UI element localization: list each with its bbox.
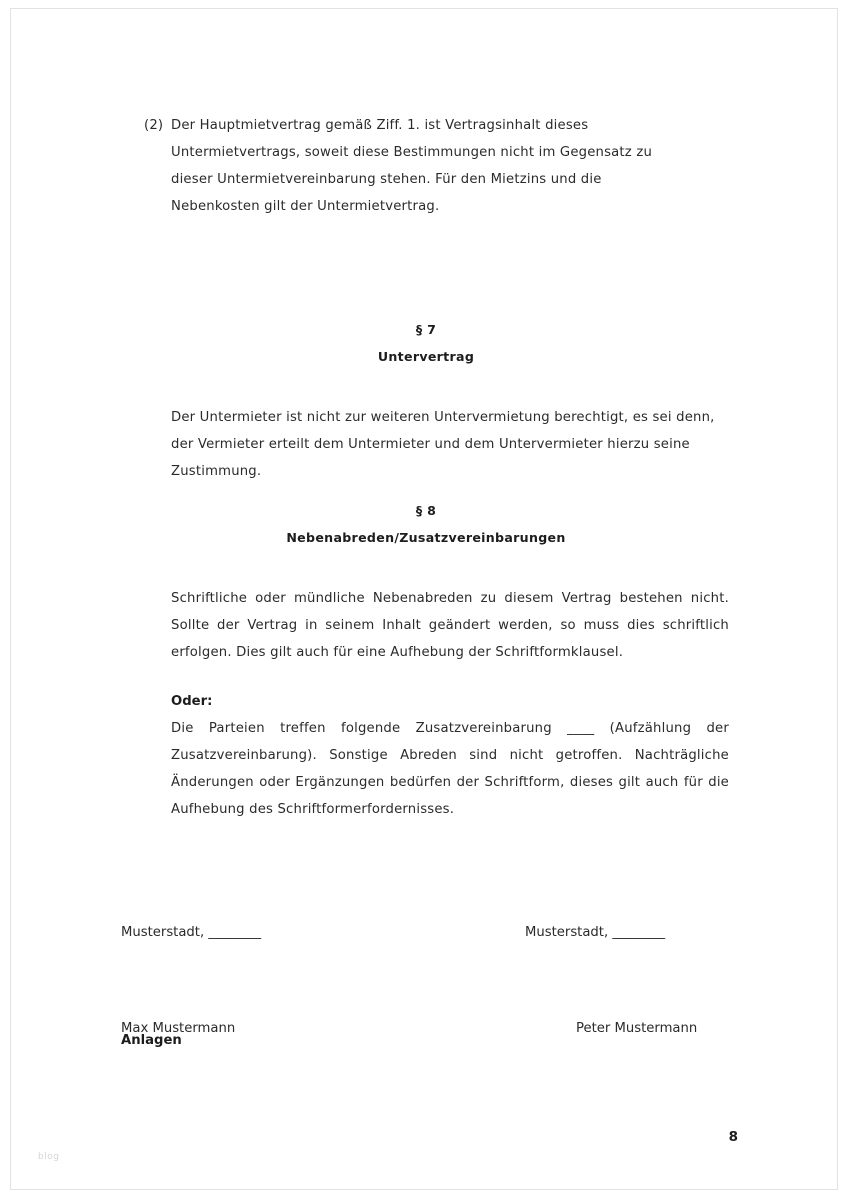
signer-name-right: Peter Mustermann [576, 1021, 698, 1036]
section-8-title: Nebenabreden/Zusatzvereinbarungen [286, 530, 566, 545]
watermark: blog [38, 1152, 60, 1162]
spacer [121, 220, 731, 316]
section-8-number: § 8 [415, 503, 437, 518]
place-date-left: Musterstadt, ________ [121, 925, 262, 940]
clause-2-text: Der Hauptmietvertrag gemäß Ziff. 1. ist Vertragsinhalt dieses Untermietvertrags, soweit diese Bestimmungen nicht im Gegensatz zu dieser Untermietvereinbarung stehen. Für den Mietzins und die Nebenkosten gilt der Untermietvertrag. [171, 118, 653, 214]
attachments-label: Anlagen [121, 1033, 182, 1048]
spacer [121, 666, 731, 688]
document-content [121, 112, 731, 1054]
section-7-title: Untervertrag [377, 349, 475, 364]
clause-2-paragraph [121, 112, 667, 220]
spacer [121, 823, 731, 919]
signer-name-left: Max Mustermann [121, 1021, 236, 1036]
spacer [121, 370, 731, 404]
section-7-number: § 7 [415, 322, 437, 337]
spacer [121, 551, 731, 585]
alternative-label: Oder: [171, 694, 213, 709]
spacer [121, 485, 731, 497]
place-date-right: Musterstadt, ________ [525, 925, 666, 940]
section-7-body: Der Untermieter ist nicht zur weiteren Untervermietung berechtigt, es sei denn, der Vermieter erteilt dem Untermieter und dem Untervermieter hierzu seine Zustimmung. [171, 410, 715, 479]
page-number: 8 [728, 1129, 738, 1145]
clause-2-number: (2) [144, 118, 164, 133]
section-8-body: Schriftliche oder mündliche Nebenabreden zu diesem Vertrag bestehen nicht. Sollte der Vertrag in seinem Inhalt geändert werden, so muss dies schriftlich erfolgen. Dies gilt auch für eine Aufhebung der Schriftformklausel. [171, 591, 729, 660]
alternative-body: Die Parteien treffen folgende Zusatzvereinbarung ____ (Aufzählung der Zusatzvereinbarung). Sonstige Abreden sind nicht getroffen. Nachträgliche Änderungen oder Ergänzungen bedürfen der Schriftform, dieses gilt auch für die Aufhebung des Schriftformerfordernisses. [171, 721, 729, 817]
